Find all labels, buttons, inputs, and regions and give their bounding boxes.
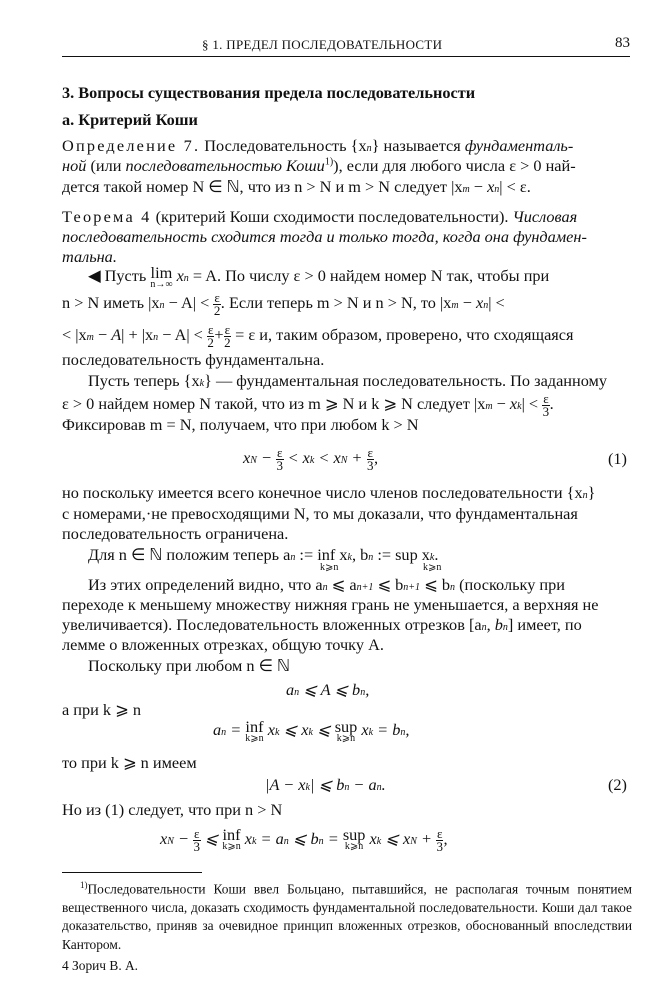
proof-text: ⩽ a <box>331 575 357 594</box>
proof-text: := sup x <box>377 545 430 564</box>
proof-text: | < <box>521 394 539 414</box>
definition-text: ), если для любого числа ε > 0 най- <box>333 156 576 175</box>
inf-subscript: k⩾n <box>320 562 339 573</box>
proof-line-11: Для n ∈ ℕ положим теперь an := inf xk, bn := sup xk. <box>88 545 439 564</box>
proof-text: (поскольку при <box>459 575 565 594</box>
theorem-line-2: последовательность сходится тогда и только тогда, когда она фундамен- <box>62 227 587 246</box>
definition-text: } называется <box>371 136 461 155</box>
proof-line-15: лемме о вложенных отрезках, общую точку A. <box>62 635 384 654</box>
proof-text: = A. По числу ε > 0 найдем номер N так, чтобы при <box>192 266 550 285</box>
definition-label: Определение 7. <box>62 136 201 155</box>
fraction: $\frac{\varepsilon}{2}$ <box>213 290 221 318</box>
proof-line-13: переходе к меньшему множеству нижняя грань не уменьшается, а верхняя не <box>62 595 599 614</box>
definition-text: (или <box>90 156 122 175</box>
proof-line-10: последовательность ограничена. <box>62 524 289 543</box>
proof-line-14: увеличивается). Последовательность вложенных отрезков [an, bn] имеет, по <box>62 615 582 634</box>
proof-line-5: Пусть теперь {xk} — фундаментальная последовательность. По заданному <box>88 371 607 390</box>
inf-sup-chain: an = inf k⩾n xk ⩽ xk ⩽ sup k⩾n xk = bn, <box>213 717 410 744</box>
proof-text: Для n ∈ ℕ положим теперь a <box>88 545 291 564</box>
proof-text: x <box>176 266 184 285</box>
theorem-label: Теорема 4 <box>62 207 152 226</box>
proof-line-3: < |xm − A| + |xn − A| < $\frac{\varepsilon}{2}$ + $\frac{\varepsilon}{2}$ = ε и, таким образом, проверено, что сходящаяся <box>62 322 574 350</box>
section-title: 3. Вопросы существования предела последовательности <box>62 83 476 102</box>
definition-text: дется такой номер N ∈ ℕ, что из n > N и m > N следует |x <box>62 177 463 196</box>
proof-text: := inf x <box>299 545 348 564</box>
fraction: $\frac{\varepsilon}{3}$ <box>542 391 550 419</box>
footnote-rule <box>62 872 202 873</box>
proof-text: ⩽ b <box>377 575 404 594</box>
proof-text: | + |x <box>121 325 154 345</box>
signature-mark: 4 Зорич В. А. <box>62 958 139 973</box>
proof-line-8: но поскольку имеется всего конечное число членов последовательности {xn} <box>62 483 596 502</box>
footnote-mark: 1) <box>80 880 88 890</box>
proof-text: но поскольку имеется всего конечное число членов последовательности {x <box>62 483 583 502</box>
proof-text: < |x <box>62 325 87 345</box>
definition-text: | < ε. <box>499 177 531 196</box>
proof-line-4: последовательность фундаментальна. <box>62 350 325 369</box>
proof-line-16: Поскольку при любом n ∈ ℕ <box>88 656 290 675</box>
definition-term: фундаменталь- <box>464 136 574 155</box>
proof-text: Пусть теперь {x <box>88 371 200 390</box>
definition-line-2: ной (или последовательностью Коши$^{1)}$), если для любого числа ε > 0 най- <box>62 156 576 175</box>
page-number: 83 <box>615 35 630 51</box>
proof-text: | < <box>488 293 505 313</box>
definition-term: ной <box>62 156 87 175</box>
proof-text: ε > 0 найдем номер N такой, что из m ⩾ N и k ⩾ N следует |x <box>62 394 486 414</box>
proof-line-19: Но из (1) следует, что при n > N <box>62 800 283 819</box>
sup-subscript: k⩾n <box>423 562 442 573</box>
theorem-title: (критерий Коши сходимости последовательности). <box>155 207 509 226</box>
theorem-line-3: тальна. <box>62 247 117 266</box>
proof-text: = ε и, таким образом, проверено, что сходящаяся <box>235 325 574 345</box>
inequality-a-A-b: an ⩽ A ⩽ bn, <box>286 680 370 699</box>
equation-1: xN − $\frac{\varepsilon}{3}$ < xk < xN + $\frac{\varepsilon}{3}$ , <box>243 445 379 473</box>
definition-line-1: Определение 7. Последовательность {xn} называется фундаменталь- <box>62 136 574 155</box>
subsection-title: а. Критерий Коши <box>62 110 198 129</box>
proof-line-2: n > N иметь |xn − A| < $\frac{\varepsilon}{2}$ . Если теперь m > N и n > N, то |xm − xn| < <box>62 290 505 318</box>
proof-text: ◀ Пусть <box>88 266 147 285</box>
proof-text: , b <box>351 545 369 564</box>
proof-text: − A| < <box>162 325 203 345</box>
equation-number-1: (1) <box>608 449 627 468</box>
theorem-statement: Числовая <box>512 207 578 226</box>
proof-line-9: с номерами,·не превосходящими N, то мы доказали, что фундаментальная <box>62 504 578 523</box>
definition-text: Последовательность {x <box>204 136 367 155</box>
fraction: $\frac{\varepsilon}{2}$ <box>224 322 231 350</box>
running-title: § 1. ПРЕДЕЛ ПОСЛЕДОВАТЕЛЬНОСТИ <box>202 37 443 52</box>
proof-text: увеличивается). Последовательность вложенных отрезков [a <box>62 615 482 634</box>
footnote-text: Последовательности Коши ввел Больцано, пытавшийся, не располагая точным понятием вещественного числа, доказать сходимость фундаментальной последовательности. Коши дал такое доказательство, приняв за очевидное принцип вложенных отрезков, обоснованный впоследствии Кантором. <box>62 881 632 952</box>
proof-line-6: ε > 0 найдем номер N такой, что из m ⩾ N и k ⩾ N следует |xm − xk| < $\frac{\varepsilon}{3}$ . <box>62 391 554 419</box>
theorem-line-1 <box>62 207 577 227</box>
proof-text: n > N иметь |x <box>62 293 160 313</box>
equation-2: |A − xk| ⩽ bn − an. <box>265 775 386 794</box>
equation-number-2: (2) <box>608 775 627 794</box>
fraction: $\frac{\varepsilon}{2}$ <box>207 322 214 350</box>
proof-line-7: Фиксировав m = N, получаем, что при любом k > N <box>62 415 419 434</box>
proof-text: − A| < <box>168 293 210 313</box>
proof-text: } — фундаментальная последовательность. По заданному <box>204 371 607 390</box>
proof-text: ⩽ b <box>424 575 450 594</box>
proof-text: . Если теперь m > N и n > N, то |x <box>220 293 452 313</box>
proof-text: Из этих определений видно, что a <box>88 575 323 594</box>
running-header <box>62 36 630 57</box>
proof-line-18: то при k ⩾ n имеем <box>62 753 197 772</box>
proof-line-17: а при k ⩾ n <box>62 700 141 719</box>
footnote <box>62 876 632 954</box>
definition-term: последовательностью Коши <box>125 156 325 175</box>
proof-line-12: Из этих определений видно, что an ⩽ an+1 ⩽ bn+1 ⩽ bn (поскольку при <box>88 575 565 594</box>
final-chain: xN − $\frac{\varepsilon}{3}$ ⩽ inf k⩾n xk = an ⩽ bn = sup k⩾n xk ⩽ xN + $\frac{\varepsilon}{3}$ , <box>160 825 448 854</box>
lim-operator: lim n→∞ <box>150 263 173 290</box>
proof-text: ] имеет, по <box>507 615 582 634</box>
proof-line-1: ◀ Пусть lim n→∞ xn = A. По числу ε > 0 найдем номер N так, чтобы при <box>88 263 550 290</box>
definition-line-3: дется такой номер N ∈ ℕ, что из n > N и m > N следует |xm − xn| < ε. <box>62 177 531 196</box>
